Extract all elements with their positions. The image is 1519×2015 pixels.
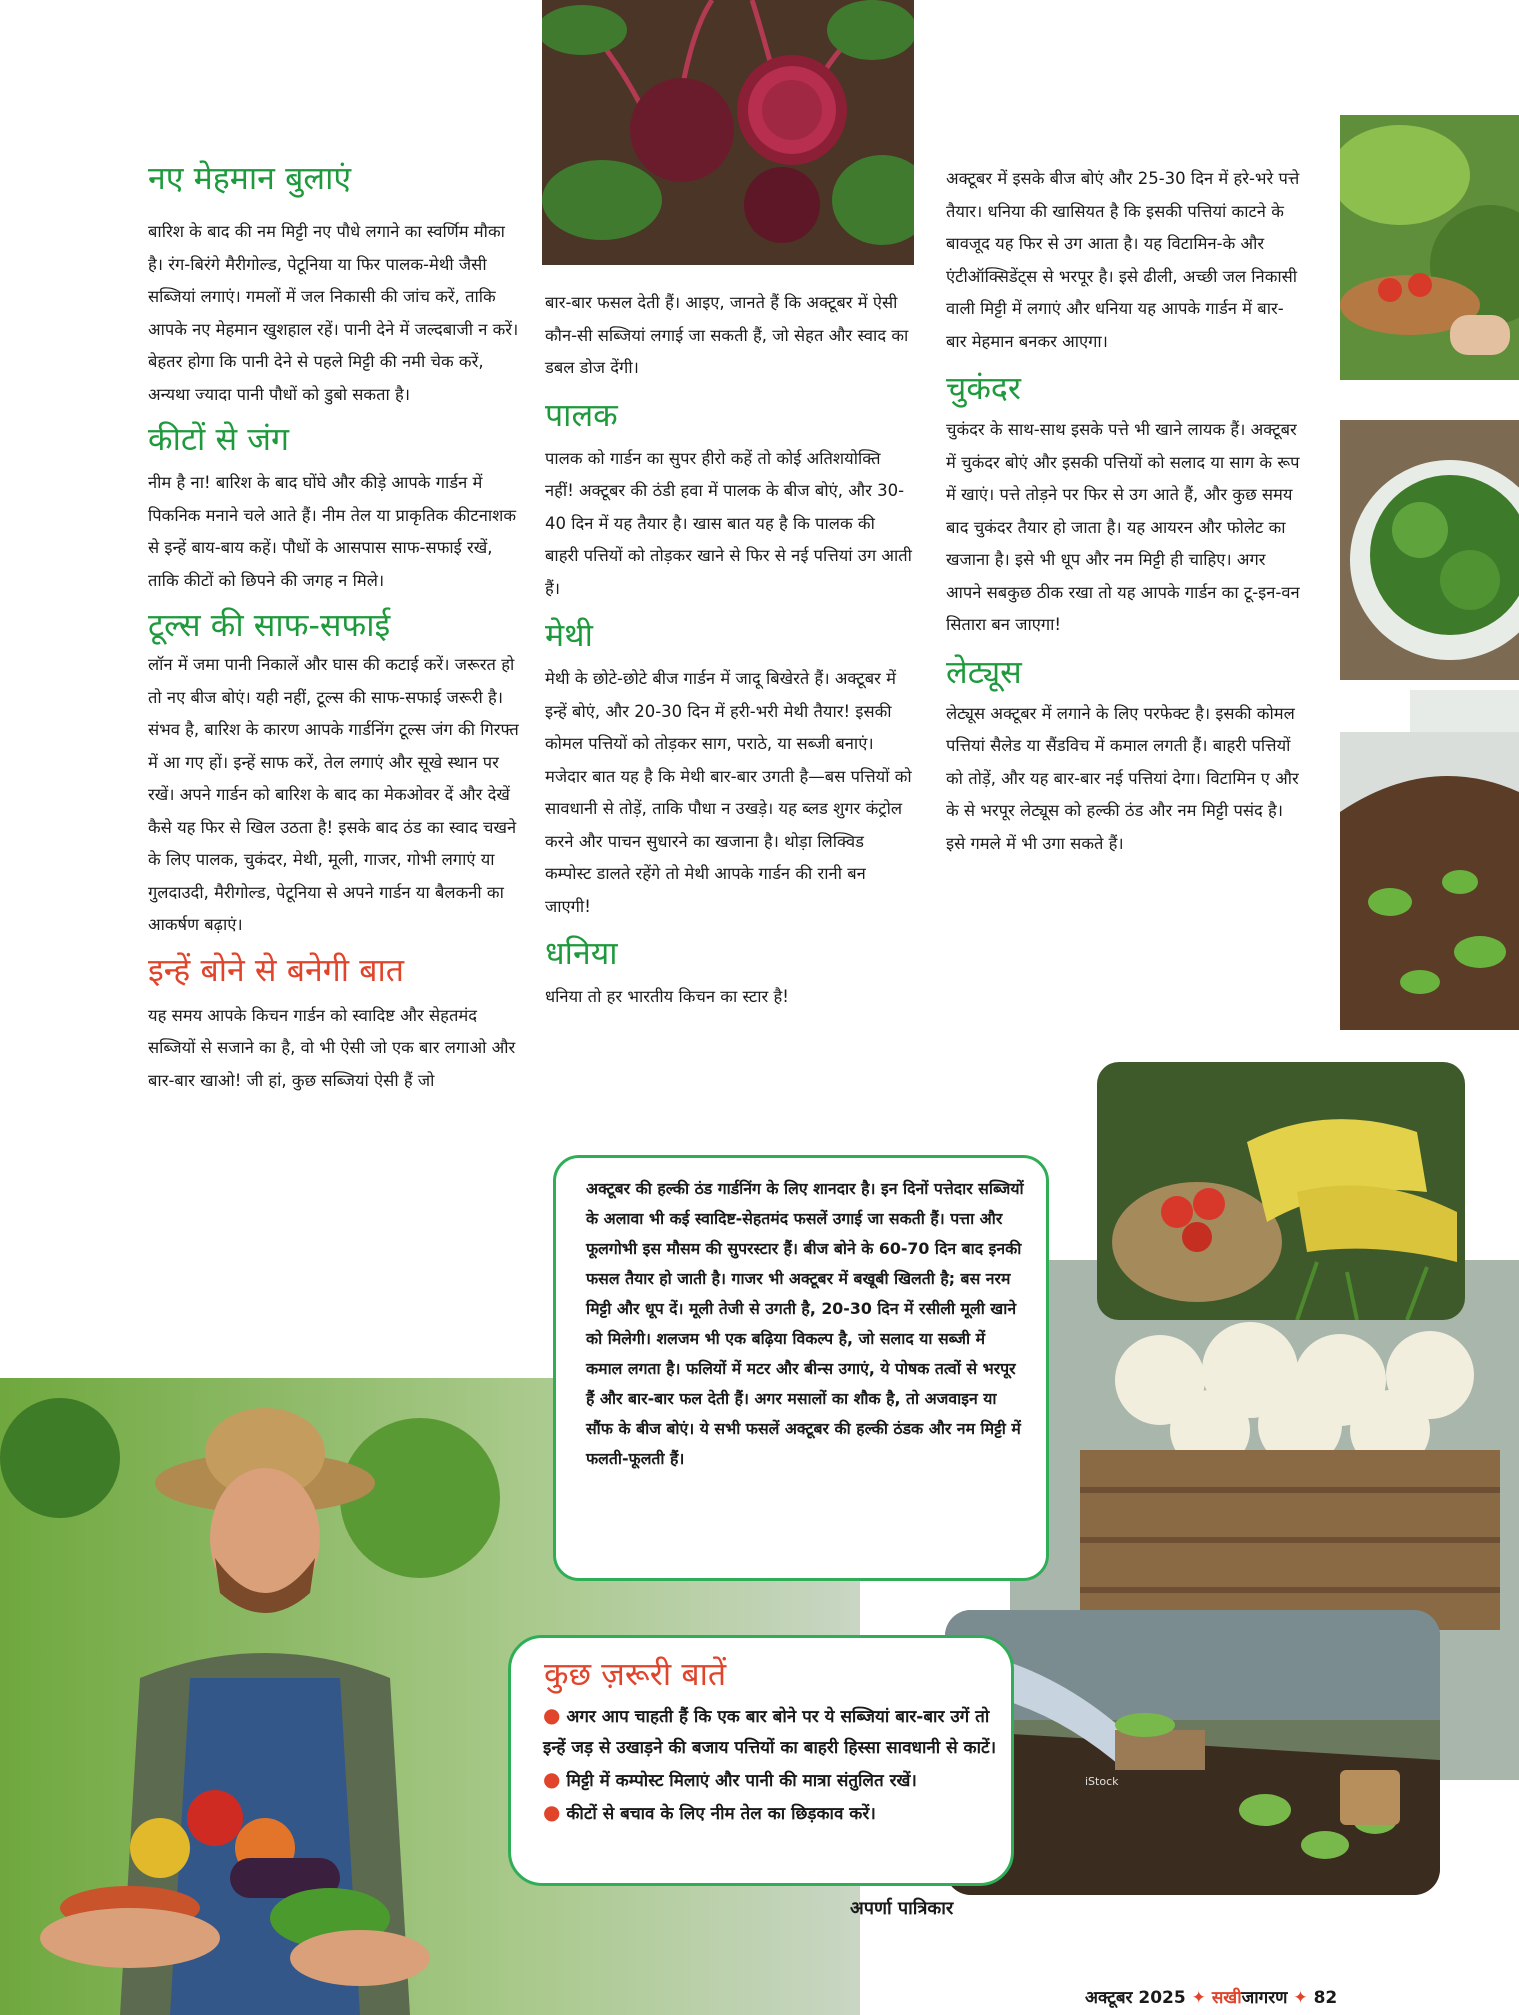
heading-tools: टूल्स की साफ-सफाई (148, 606, 391, 644)
callout-text: अक्टूबर की हल्की ठंड गार्डनिंग के लिए शानदार है। इन दिनों पत्तेदार सब्जियों के अलावा भी कई स्वादिष्ट-सेहतमंद फसलें उगाई जा सकती हैं। पत्ता और फूलगोभी इस मौसम की सुपरस्टार हैं। बीज बोने के 60-70 दिन बाद इनकी फसल तैयार हो जाती है। गाजर भी अक्टूबर में बखूबी खिलती है; बस नरम मिट्टी और धूप दें। मूली तेजी से उगती है, 20-30 दिन में रसीली मूली खाने को मिलेगी। शलजम भी एक बढ़िया विकल्प है, जो सलाद या सब्जी में कमाल लगता है। फलियों में मटर और बीन्स उगाएं, ये पोषक तत्वों से भरपूर हैं और बार-बार फल देती हैं। अगर मसालों का शौक है, तो अजवाइन या सौंफ के बीज बोएं। ये सभी फसलें अक्टूबर की हल्की ठंडक और नम मिट्टी में फलती-फूलती हैं। (586, 1179, 1024, 1468)
photo-gloves-tomatoes (1097, 1062, 1465, 1320)
text-palak: पालक को गार्डन का सुपर हीरो कहें तो कोई अतिशयोक्ति नहीं! अक्टूबर की ठंडी हवा में पालक के बीज बोएं, और 30-40 दिन में यह तैयार है। खास बात यह है कि पालक की बाहरी पत्तियों को तोड़कर खाने से फिर से नई पत्तियां उग आती हैं। (545, 448, 912, 598)
tip-text-3: कीटों से बचाव के लिए नीम तेल का छिड़काव करें। (566, 1804, 876, 1824)
photo-harvest-basket (1340, 115, 1519, 380)
istock-watermark: iStock (1085, 1775, 1119, 1788)
footer-page-number: 82 (1313, 1988, 1338, 2008)
tip-text-1: अगर आप चाहती हैं कि एक बार बोने पर ये सब्जियां बार-बार उगें तो इन्हें जड़ से उखाड़ने की बजाय पत्तियों का बाहरी हिस्सा सावधानी से काटें। (543, 1707, 997, 1758)
text-inhe-bone: यह समय आपके किचन गार्डन को स्वादिष्ट और सेहतमंद सब्जियों से सजाने का है, वो भी ऐसी जो एक बार लगाओ और बार-बार खाओ! जी हां, कुछ सब्जियां ऐसी हैं जो (148, 1005, 516, 1090)
cauliflower-illustration (1050, 1320, 1519, 1650)
photo-spinach-bowl (1340, 420, 1519, 680)
text-intro-cont: बार-बार फसल देती हैं। आइए, जानते हैं कि अक्टूबर में ऐसी कौन-सी सब्जियां लगाई जा सकती हैं, जो सेहत और स्वाद का डबल डोज देंगी। (545, 293, 909, 377)
tip-item-1 (543, 1700, 997, 1764)
text-lettuce: लेट्यूस अक्टूबर में लगाने के लिए परफेक्ट है। इसकी कोमल पत्तियां सैलेड या सैंडविच में कमाल लगती हैं। बाहरी पत्तियों को तोड़ें, और यह बार-बार नई पत्तियां देगा। विटामिन ए और के से भरपूर लेट्यूस को हल्की ठंड और नम मिट्टी पसंद है। इसे गमले में भी उगा सकते हैं। (946, 703, 1299, 853)
footer (1085, 1985, 1337, 2008)
heading-dhaniya: धनिया (545, 934, 618, 972)
column-1 (148, 158, 520, 1097)
footer-brand-jagran: जागरण (1241, 1988, 1288, 2008)
text-chukandar: चुकंदर के साथ-साथ इसके पत्ते भी खाने लायक हैं। अक्टूबर में चुकंदर बोएं और इसकी पत्तियों को सलाद या साग के रूप में खाएं। पत्ते तोड़ने पर फिर से उग आते हैं, और कुछ समय बाद चुकंदर तैयार हो जाता है। यह आयरन और फोलेट का खजाना है। इसे भी धूप और नम मिट्टी ही चाहिए। अगर आपने सबकुछ ठीक रखा तो यह आपके गार्डन का टू-इन-वन सितारा बन जाएगा! (946, 420, 1300, 634)
harvest-illustration (1340, 115, 1519, 380)
text-methi: मेथी के छोटे-छोटे बीज गार्डन में जादू बिखेरते हैं। अक्टूबर में इन्हें बोएं, और 20-30 दिन में हरी-भरी मेथी तैयार! इसकी कोमल पत्तियों को तोड़कर साग, पराठे, या सब्जी बनाएं। मजेदार बात यह है कि मेथी बार-बार उगती है—बस पत्तियों को सावधानी से तोड़ें, ताकि पौधा न उखड़े। यह ब्लड शुगर कंट्रोल करने और पाचन सुधारने का खजाना है। थोड़ा लिक्विड कम्पोस्ट डालते रहेंगे तो मेथी आपके गार्डन की रानी बन जाएगी! (545, 669, 912, 916)
text-tools: लॉन में जमा पानी निकालें और घास की कटाई करें। जरूरत हो तो नए बीज बोएं। यही नहीं, टूल्स की साफ-सफाई जरूरी है। संभव है, बारिश के कारण आपके गार्डनिंग टूल्स जंग की गिरफ्त में आ गए हों। इन्हें साफ करें, तेल लगाएं और सूखे स्थान पर रखें। अपने गार्डन को बारिश के बाद का मेकओवर दें और देखें कैसे यह फिर से खिल उठता है! इसके बाद ठंड का स्वाद चखने के लिए पालक, चुकंदर, मेथी, मूली, गाजर, गोभी लगाएं या गुलदाउदी, मैरीगोल्ड, पेटूनिया से अपने गार्डन या बैलकनी का आकर्षण बढ़ाएं। (148, 655, 519, 934)
photo-cauliflower-crate (1050, 1320, 1519, 1650)
bullet-dot-icon: ● (543, 1703, 561, 1727)
callout-box (553, 1155, 1049, 1581)
star-separator-icon: ✦ (1293, 1988, 1308, 2008)
heading-naye-mehmaan: नए मेहमान बुलाएं (148, 159, 352, 197)
heading-keeton-se-jang: कीटों से जंग (148, 420, 290, 458)
bullet-dot-icon: ● (543, 1767, 561, 1791)
tip-item-3 (543, 1797, 997, 1830)
heading-lettuce: लेट्यूस (946, 652, 1022, 691)
column-2 (545, 287, 913, 1014)
photo-lettuce-seedlings (1340, 732, 1519, 1030)
tip-item-2 (543, 1764, 997, 1797)
spinach-illustration (1340, 420, 1519, 680)
byline: अपर्णा पात्रिकार (850, 1898, 954, 1919)
beetroot-illustration (542, 0, 914, 265)
bullet-dot-icon: ● (543, 1800, 561, 1824)
heading-methi: मेथी (545, 616, 593, 654)
gloves-illustration (1097, 1062, 1465, 1320)
heading-inhe-bone: इन्हें बोने से बनेगी बात (148, 950, 405, 989)
tray-illustration (945, 1610, 1440, 1895)
footer-issue: अक्टूबर 2025 (1085, 1988, 1186, 2008)
tips-box (508, 1635, 1014, 1886)
star-separator-icon: ✦ (1191, 1988, 1206, 2008)
tip-text-2: मिट्टी में कम्पोस्ट मिलाएं और पानी की मात्रा संतुलित रखें। (566, 1771, 917, 1791)
text-naye-mehmaan: बारिश के बाद की नम मिट्टी नए पौधे लगाने का स्वर्णिम मौका है। रंग-बिरंगे मैरीगोल्ड, पेटूनिया या फिर पालक-मेथी जैसी सब्जियां लगाएं। गमलों में जल निकासी की जांच करें, ताकि आपके नए मेहमान खुशहाल रहें। पानी देने में जल्दबाजी न करें। बेहतर होगा कि पानी देने से पहले मिट्टी की नमी चेक करें, अन्यथा ज्यादा पानी पौधों को डुबो सकता है। (148, 222, 519, 404)
seedlings-illustration (1340, 732, 1519, 1030)
footer-brand-sakhi: सखी (1211, 1988, 1242, 2008)
column-3 (946, 163, 1300, 860)
text-dhaniya: धनिया तो हर भारतीय किचन का स्टार है! (545, 987, 789, 1006)
heading-chukandar: चुकंदर (946, 369, 1021, 407)
photo-beetroot (542, 0, 914, 265)
text-keeton-se-jang: नीम है ना! बारिश के बाद घोंघे और कीड़े आपके गार्डन में पिकनिक मनाने चले आते हैं। नीम तेल या प्राकृतिक कीटनाशक से इन्हें बाय-बाय कहें। पौधों के आसपास साफ-सफाई रखें, ताकि कीटों को छिपने की जगह न मिले। (148, 473, 517, 590)
heading-tips: कुछ ज़रूरी बातें (544, 1655, 727, 1693)
heading-palak: पालक (545, 395, 618, 434)
text-dhaniya-cont: अक्टूबर में इसके बीज बोएं और 25-30 दिन में हरे-भरे पत्ते तैयार। धनिया की खासियत है कि इसकी पत्तियां काटने के बावजूद यह फिर से उग आता है। यह विटामिन-के और एंटीऑक्सिडेंट्स से भरपूर है। इसे ढीली, अच्छी जल निकासी वाली मिट्टी में लगाएं और धनिया यह आपके गार्डन में बार-बार मेहमान बनकर आएगा। (946, 169, 1300, 351)
photo-seedlings-tray (945, 1610, 1440, 1895)
